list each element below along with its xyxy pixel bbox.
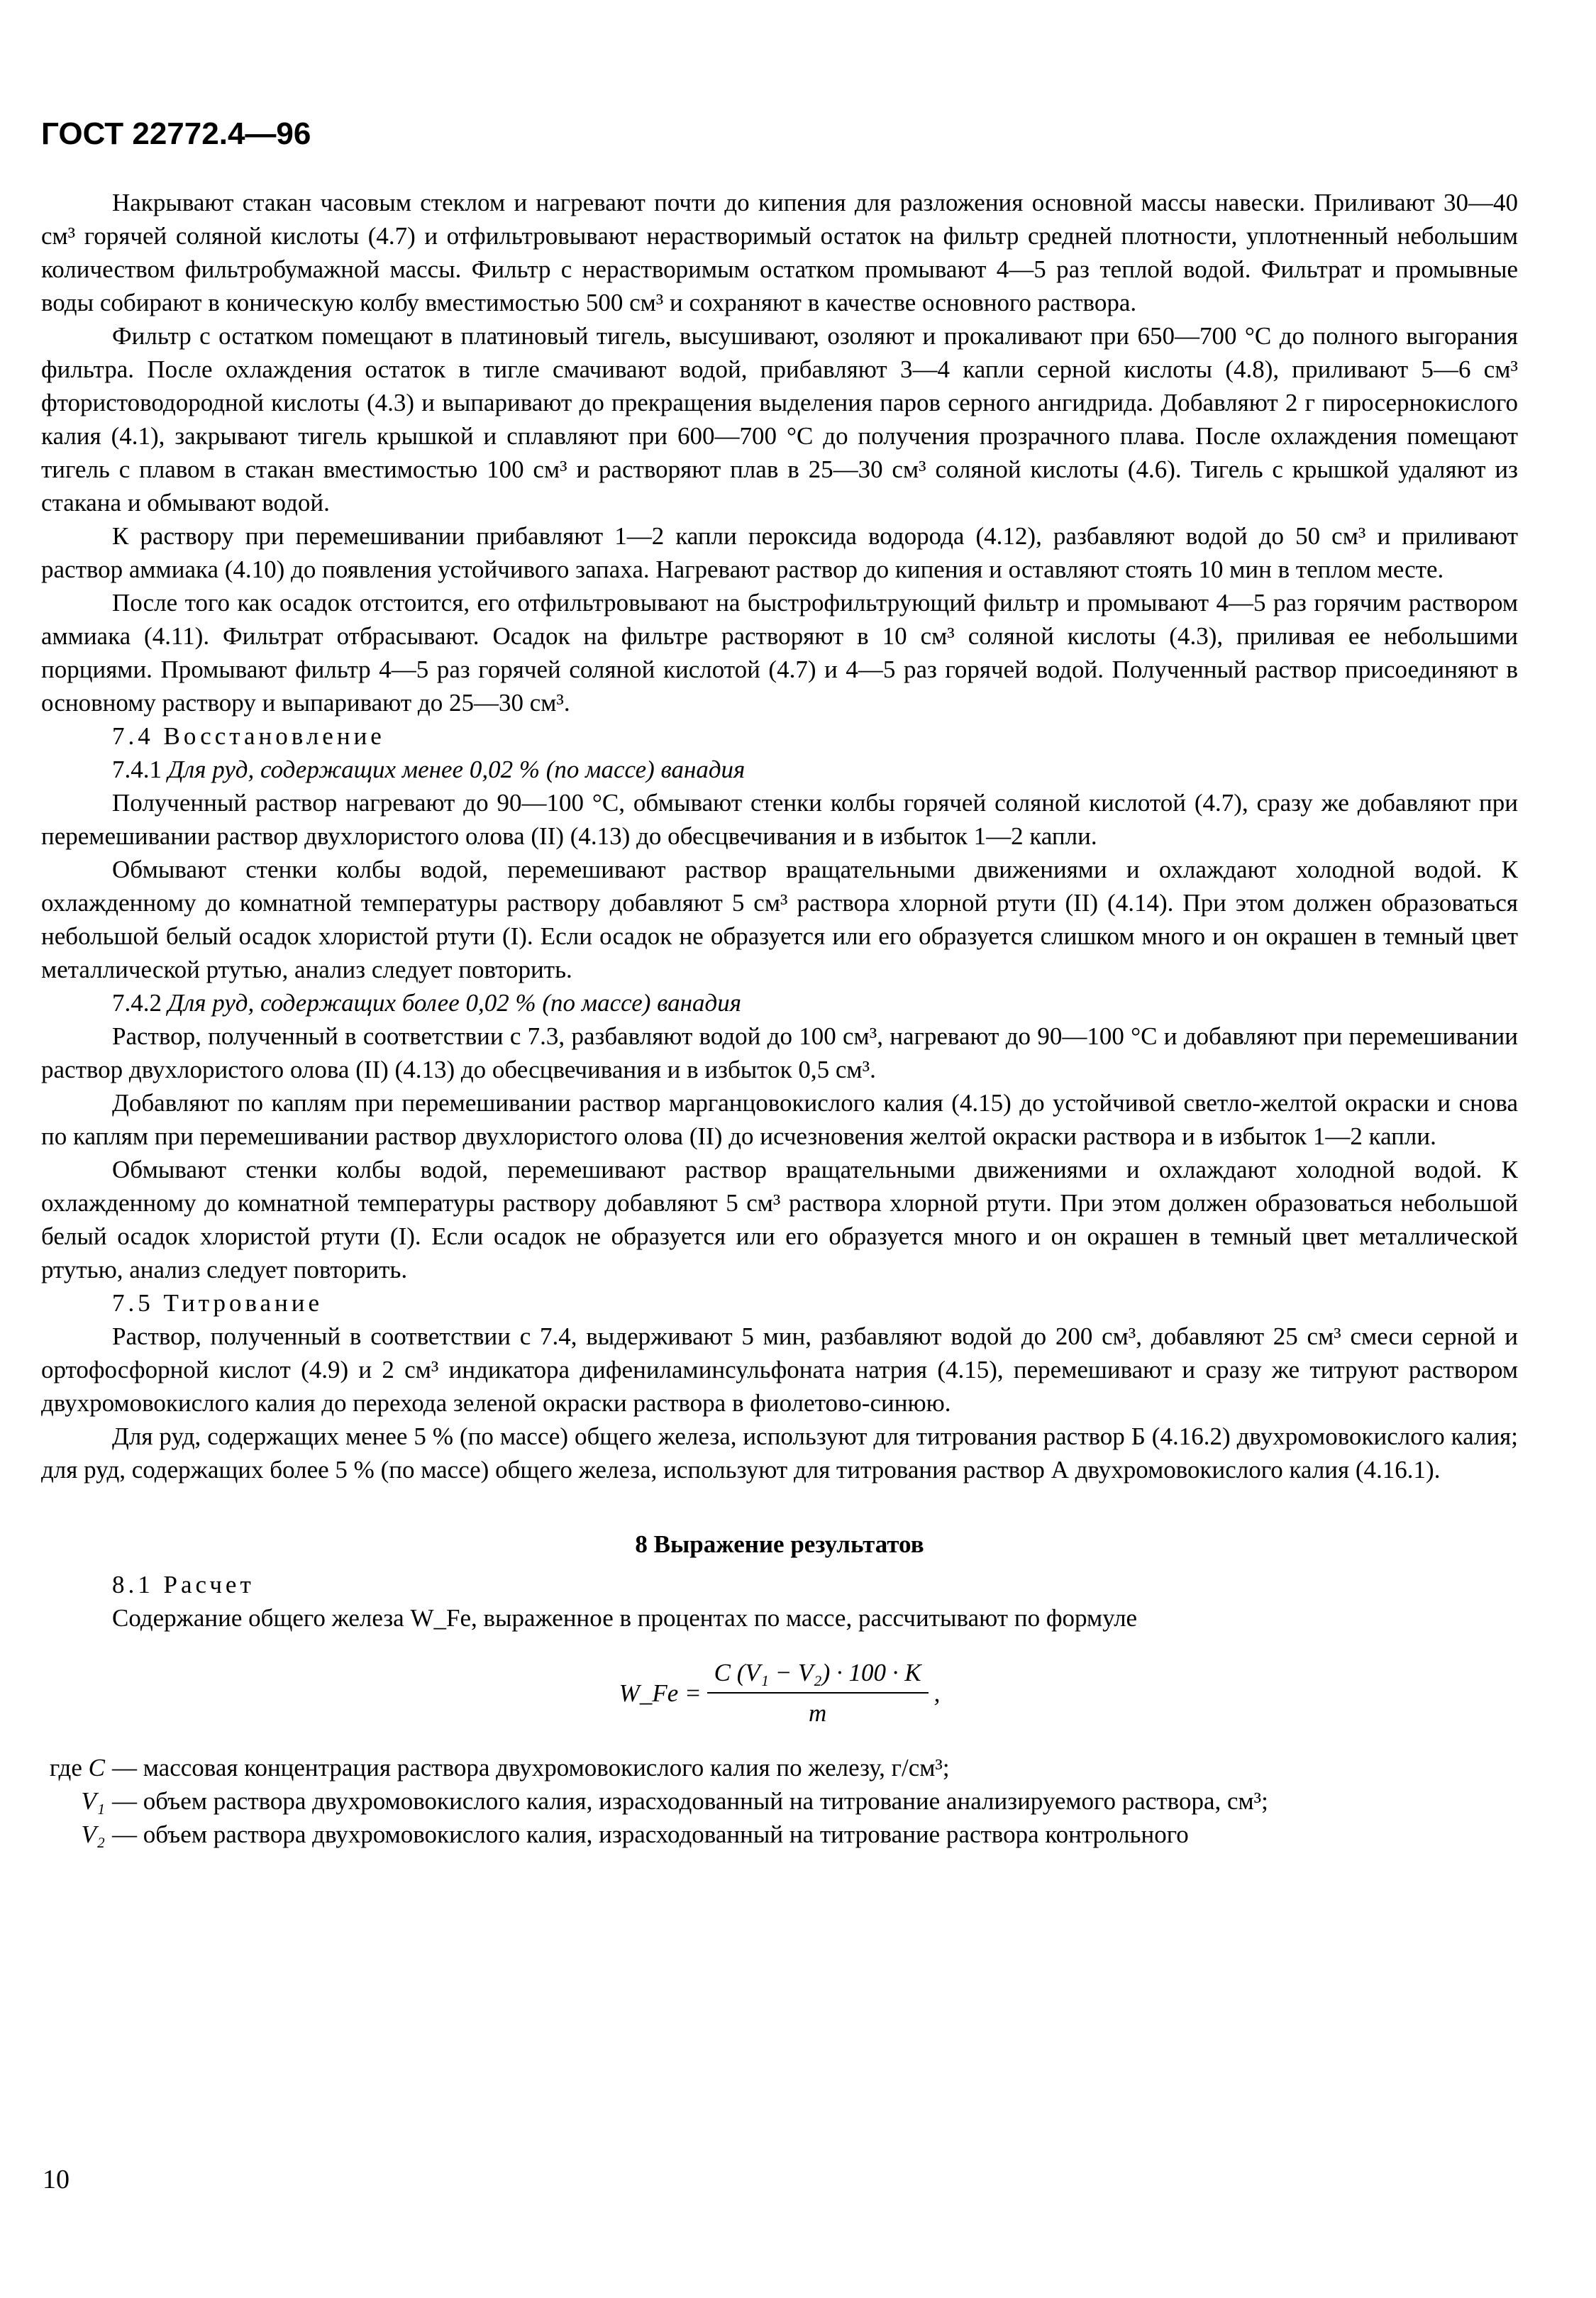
paragraph: После того как осадок отстоится, его отфильтровывают на быстрофильтрующий фильтр и промывают 4—5 раз горячим раствором аммиака (4.11). Фильтрат отбрасывают. Осадок на фильтре растворяют в 10 см³ соляной кислоты (4.3), приливая ее небольшими порциями. Промывают фильтр 4—5 раз горячей соляной кислотой (4.7) и 4—5 раз горячей водой. Полученный раствор присоединяют в основному раствору и выпаривают до 25—30 см³. [41,589,1518,717]
variable-definition: — объем раствора двухромовокислого калия, израсходованный на титрование анализируемого раствора, см³; [112,1787,1268,1815]
subsection-number: 7.4.1 [112,756,162,783]
subsection-title: Для руд, содержащих более 0,02 % (по массе) ванадия [167,989,741,1017]
paragraph: Накрывают стакан часовым стеклом и нагревают почти до кипения для разложения основной массы навески. Приливают 30—40 см³ горячей соляной кислоты (4.7) и отфильтровывают нерастворимый остаток на фильтр средней плотности, уплотненный небольшим количеством фильтробумажной массы. Фильтр с нерастворимым остатком промывают 4—5 раз теплой водой. Фильтрат и промывные воды собирают в коническую колбу вместимостью 500 см³ и сохраняют в качестве основного раствора. [41,189,1518,316]
subsection-title: Для руд, содержащих менее 0,02 % (по массе) ванадия [167,756,746,783]
subsection-heading-7-4-1 [41,753,1518,786]
formula-fraction [707,1656,929,1730]
document-header: ГОСТ 22772.4—96 [41,116,311,151]
paragraph: Для руд, содержащих менее 5 % (по массе) общего железа, используют для титрования раствор Б (4.16.2) двухромовокислого калия; для руд, содержащих более 5 % (по массе) общего железа, используют для титрования раствор А двухромовокислого калия (4.16.1). [41,1423,1518,1484]
variable-row [41,1751,1518,1784]
where-label [41,1751,112,1784]
variable-symbol: V₂ [81,1821,105,1848]
section-heading-7-5: 7.5 Титрование [112,1289,323,1317]
paragraph: Обмывают стенки колбы водой, перемешивают раствор вращательными движениями и охлаждают холодной водой. К охлажденному до комнатной температуры раствору добавляют 5 см³ раствора хлорной ртути (II) (4.14). При этом должен образоваться небольшой белый осадок хлористой ртути (I). Если осадок не образуется или его образуется слишком много и он окрашен в темный цвет металлической ртутью, анализ следует повторить. [41,856,1518,983]
subsection-number: 7.4.2 [112,989,162,1017]
paragraph: К раствору при перемешивании прибавляют 1—2 капли пероксида водорода (4.12), разбавляют водой до 50 см³ и приливают раствор аммиака (4.10) до появления устойчивого запаха. Нагревают раствор до кипения и оставляют стоять 10 мин в теплом месте. [41,522,1518,583]
formula [41,1656,1518,1730]
paragraph: Раствор, полученный в соответствии с 7.3, разбавляют водой до 100 см³, нагревают до 90—100 °С и добавляют при перемешивании раствор двухлористого олова (II) (4.13) до обесцвечивания и в избыток 0,5 см³. [41,1022,1518,1083]
subsection-heading-7-4-2 [41,986,1518,1020]
variable-symbol: C [88,1754,105,1781]
where-word: где [49,1754,82,1781]
variable-row [41,1818,1518,1851]
section-heading-8: 8 Выражение результатов [635,1530,924,1558]
formula-denominator: m [808,1699,827,1727]
formula-numerator: C (V₁ − V₂) · 100 · K [707,1656,929,1694]
page-number: 10 [43,2165,70,2194]
paragraph: Обмывают стенки колбы водой, перемешивают раствор вращательными движениями и охлаждают холодной водой. К охлажденному до комнатной температуры раствору добавляют 5 см³ раствора хлорной ртути. При этом должен образоваться небольшой белый осадок хлористой ртути (I). Если осадок не образуется или его образуется много и он окрашен в темный цвет металлической ртутью, анализ следует повторить. [41,1156,1518,1283]
paragraph: Фильтр с остатком помещают в платиновый тигель, высушивают, озоляют и прокаливают при 650—700 °С до полного выгорания фильтра. После охлаждения остаток в тигле смачивают водой, прибавляют 3—4 капли серной кислоты (4.8), приливают 5—6 см³ фтористоводородной кислоты (4.3) и выпаривают до прекращения выделения паров серного ангидрида. Добавляют 2 г пиросернокислого калия (4.1), закрывают тигель крышкой и сплавляют при 600—700 °С до получения прозрачного плава. После охлаждения помещают тигель с плавом в стакан вместимостью 100 см³ и растворяют плав в 25—30 см³ соляной кислоты (4.6). Тигель с крышкой удаляют из стакана и обмывают водой. [41,322,1518,517]
formula-lhs: W_Fe = [619,1679,702,1707]
paragraph: Добавляют по каплям при перемешивании раствор марганцовокислого калия (4.15) до устойчивой светло-желтой окраски и снова по каплям при перемешивании раствор двухлористого олова (II) до исчезновения желтой окраски раствора и в избыток 1—2 капли. [41,1089,1518,1150]
variable-definition: — объем раствора двухромовокислого калия, израсходованный на титрование раствора контрольного [112,1821,1189,1848]
variable-definition: — массовая концентрация раствора двухромовокислого калия по железу, г/см³; [112,1754,950,1781]
formula-tail: , [933,1679,941,1707]
calc-intro: Содержание общего железа W_Fe, выраженное в процентах по массе, рассчитывают по формуле [112,1604,1138,1632]
paragraph: Полученный раствор нагревают до 90—100 °С, обмывают стенки колбы горячей соляной кислотой (4.7), сразу же добавляют при перемешивании раствор двухлористого олова (II) (4.13) до обесцвечивания и в избыток 1—2 капли. [41,789,1518,850]
section-heading-8-1: 8.1 Расчет [112,1571,255,1598]
section-heading-7-4: 7.4 Восстановление [112,722,385,750]
variable-symbol: V₁ [81,1787,105,1815]
paragraph: Раствор, полученный в соответствии с 7.4, выдерживают 5 мин, разбавляют водой до 200 см³, добавляют 25 см³ смеси серной и ортофосфорной кислот (4.9) и 2 см³ индикатора дифениламинсульфоната натрия (4.15), перемешивают и сразу же титруют раствором двухромовокислого калия до перехода зеленой окраски раствора в фиолетово-синюю. [41,1322,1518,1417]
variable-row [41,1784,1518,1818]
